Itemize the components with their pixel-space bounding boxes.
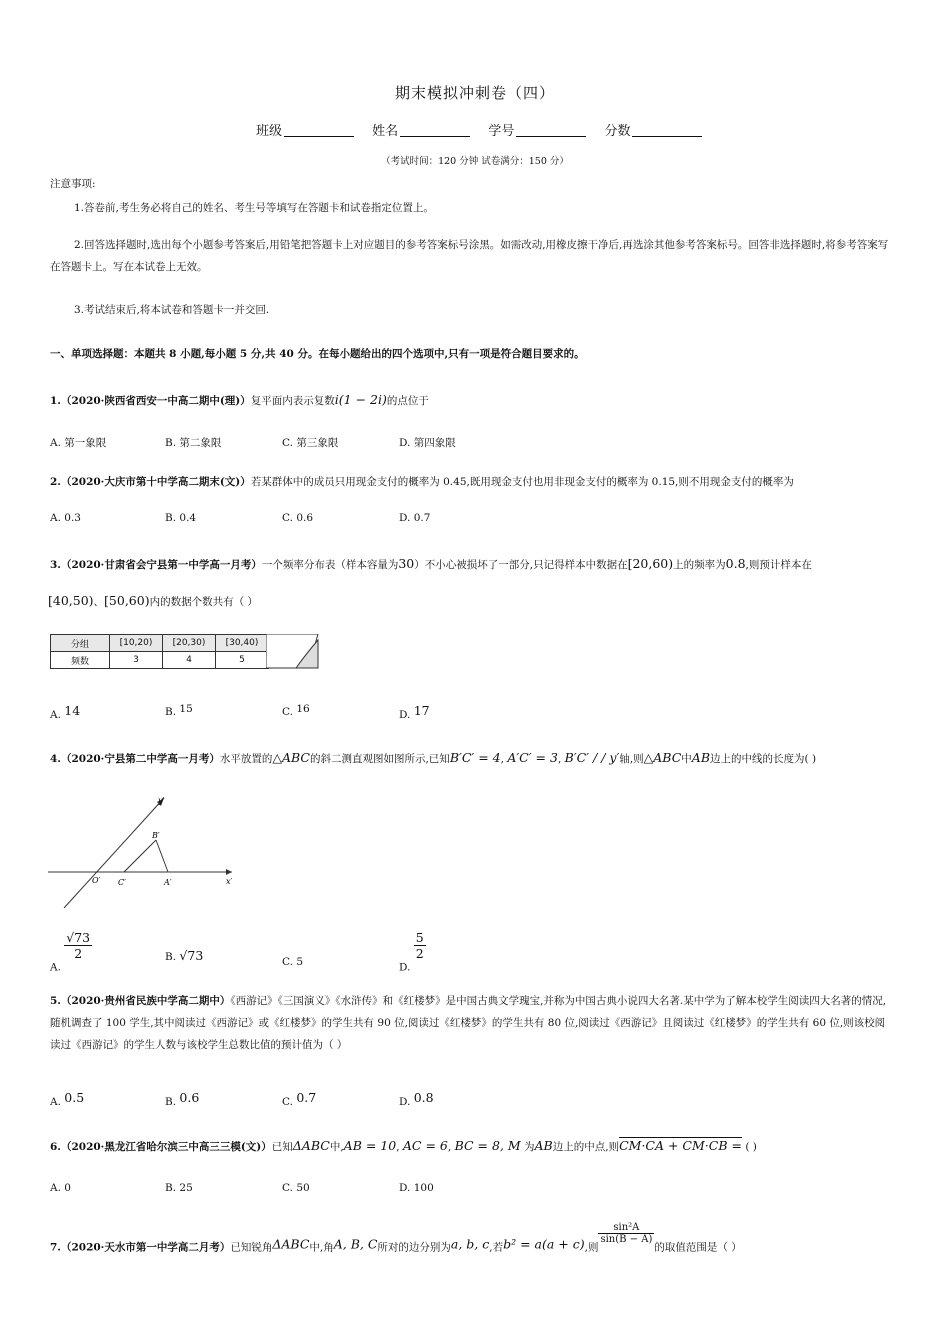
blank-line[interactable] (516, 124, 586, 137)
option[interactable]: C. 第三象限 (282, 437, 339, 449)
question-source: 3.（2020·甘肃省会宁县第一中学高一月考） (50, 559, 262, 571)
option[interactable]: D. $\frac{5}{2}$ (399, 930, 424, 974)
table-header-cell: 分组 (51, 635, 110, 652)
field-score: 分数 (604, 124, 702, 139)
label-b: B′ (152, 831, 160, 840)
table-header-cell: [10,20) (110, 635, 163, 652)
option[interactable]: A. 0 (50, 1182, 71, 1194)
question-7: 7.（2020·天水市第一中学高二月考）已知锐角ΔABC中,角A, B, C所对的边分别为a, b, c,若b² = a(a + c),则 $\frac{\text{sin²A}}{\sin(B - A)}$ 的取值范围是（ ） (50, 1222, 742, 1254)
label-x-axis: x′ (226, 877, 233, 886)
option[interactable]: B. 0.6 (165, 1090, 200, 1108)
field-id: 学号 (488, 124, 586, 139)
option[interactable]: C. 16 (282, 703, 310, 718)
note-item: 3.考试结束后,将本试卷和答题卡一并交回. (74, 304, 270, 316)
math-expr: i(1 − 2i) (334, 392, 387, 407)
torn-corner-icon (266, 634, 326, 674)
label-origin: O′ (92, 876, 101, 885)
option[interactable]: B. 第二象限 (165, 437, 222, 449)
oblique-diagram (46, 790, 246, 910)
option[interactable]: B. √73 (165, 948, 204, 963)
option[interactable]: D. 第四象限 (399, 437, 456, 449)
question-source: 5.（2020·贵州省民族中学高二期中） (50, 995, 231, 1007)
question-2: 2.（2020·大庆市第十中学高二期末(文)）若某群体中的成员只用现金支付的概率为 0.45,既用现金支付也用非现金支付的概率为 0.15,则不用现金支付的概率为 (50, 476, 794, 488)
option[interactable]: B. 25 (165, 1182, 193, 1194)
table-header-cell: [20,30) (163, 635, 216, 652)
label-a: A′ (164, 878, 172, 887)
option[interactable]: C. 50 (282, 1182, 310, 1194)
option[interactable]: C. 0.7 (282, 1090, 317, 1108)
question-source: 7.（2020·天水市第一中学高二月考） (50, 1241, 231, 1254)
section-heading: 一、单项选择题：本题共 8 小题,每小题 5 分,共 40 分。在每小题给出的四个选项中,只有一项是符合题目要求的。 (50, 348, 585, 360)
table-cell: 5 (216, 652, 269, 669)
question-6: 6.（2020·黑龙江省哈尔滨三中高三三模(文)）已知ΔABC中,AB = 10, AC = 6, BC = 8, M 为AB边上的中点,则CM·CA + CM·CB = ( ) (50, 1138, 757, 1153)
fraction: $\frac{√73}{2}$ (66, 930, 91, 961)
question-source: 4.（2020·宁县第二中学高一月考） (50, 753, 220, 765)
label-c: C′ (118, 878, 126, 887)
fraction: $\frac{\text{sin²A}}{\sin(B - A)}$ (600, 1222, 653, 1245)
option[interactable]: A. 14 (50, 703, 81, 721)
question-3-cont: [40,50)、[50,60)内的数据个数共有（ ） (48, 593, 258, 608)
option[interactable]: B. 0.4 (165, 512, 197, 524)
note-item: 2.回答选择题时,选出每个小题参考答案后,用铅笔把答题卡上对应题目的参考答案标号涂黑。如需改动,用橡皮擦干净后,再选涂其他参考答案标号。回答非选择题时,将参考答案写在答题卡上。写在本试卷上无效。 (50, 239, 889, 273)
note-item: 1.答卷前,考生务必将自己的姓名、考生号等填写在答题卡和试卷指定位置上。 (74, 202, 434, 214)
question-3: 3.（2020·甘肃省会宁县第一中学高一月考）一个频率分布表（样本容量为30）不小心被损坏了一部分,只记得样本中数据在[20,60)上的频率为0.8,则预计样本在 (50, 556, 812, 571)
field-class: 班级 (256, 124, 354, 139)
question-source: 2.（2020·大庆市第十中学高二期末(文)） (50, 476, 251, 488)
question-4: 4.（2020·宁县第二中学高一月考）水平放置的△ABC的斜二测直观图如图所示,已知B′C′ = 4, A′C′ = 3, B′C′ / / y′轴,则△ABC中AB边上的中线的长度为( ) (50, 750, 817, 765)
question-1: 1.（2020·陕西省西安一中高二期中(理)）复平面内表示复数i(1 − 2i)的点位于 (50, 392, 429, 407)
option[interactable]: C. 5 (282, 956, 304, 968)
frequency-table (50, 634, 269, 669)
question-source: 1.（2020·陕西省西安一中高二期中(理)） (50, 395, 251, 407)
question-source: 6.（2020·黑龙江省哈尔滨三中高三三模(文)） (50, 1141, 272, 1153)
option[interactable]: A. 第一象限 (50, 437, 107, 449)
table-cell: 4 (163, 652, 216, 669)
field-name: 姓名 (372, 124, 470, 139)
blank-line[interactable] (284, 124, 354, 137)
exam-info: （考试时间：120 分钟 试卷满分：150 分） (381, 156, 569, 167)
option[interactable]: D. 0.7 (399, 512, 431, 524)
blank-line[interactable] (632, 124, 702, 137)
option[interactable]: B. 15 (165, 703, 193, 718)
option[interactable]: D. 17 (399, 703, 430, 721)
option[interactable]: D. 100 (399, 1182, 434, 1194)
page-title: 期末模拟冲刺卷（四） (394, 84, 555, 102)
option[interactable]: A. 0.5 (50, 1090, 85, 1108)
table-cell: 3 (110, 652, 163, 669)
table-cell: 频数 (51, 652, 110, 669)
option[interactable]: C. 0.6 (282, 512, 314, 524)
question-5: 5.（2020·贵州省民族中学高二期中）《西游记》《三国演义》《水浒传》和《红楼梦》是中国古典文学瑰宝,并称为中国古典小说四大名著.某中学为了解本校学生阅读四大名著的情况,随机调查了 100 学生,其中阅读过《西游记》或《红楼梦》的学生共有 90 位,阅读过《红楼梦》的学生共有 80 位,阅读过《西游记》且阅读过《红楼梦》的学生共有 60 位,则该校阅读过《西游记》的学生人数与该校学生总数比值的预计值为（ ） (50, 995, 887, 1051)
option[interactable]: A. 0.3 (50, 512, 81, 524)
student-info-line (256, 120, 716, 139)
option[interactable]: A. $\frac{√73}{2}$ (50, 930, 91, 974)
fraction: $\frac{5}{2}$ (415, 930, 424, 961)
table-header-cell: [30,40) (216, 635, 269, 652)
notes-heading: 注意事项: (50, 178, 96, 190)
option[interactable]: D. 0.8 (399, 1090, 434, 1108)
blank-line[interactable] (400, 124, 470, 137)
label-y-axis: y′ (158, 796, 165, 805)
